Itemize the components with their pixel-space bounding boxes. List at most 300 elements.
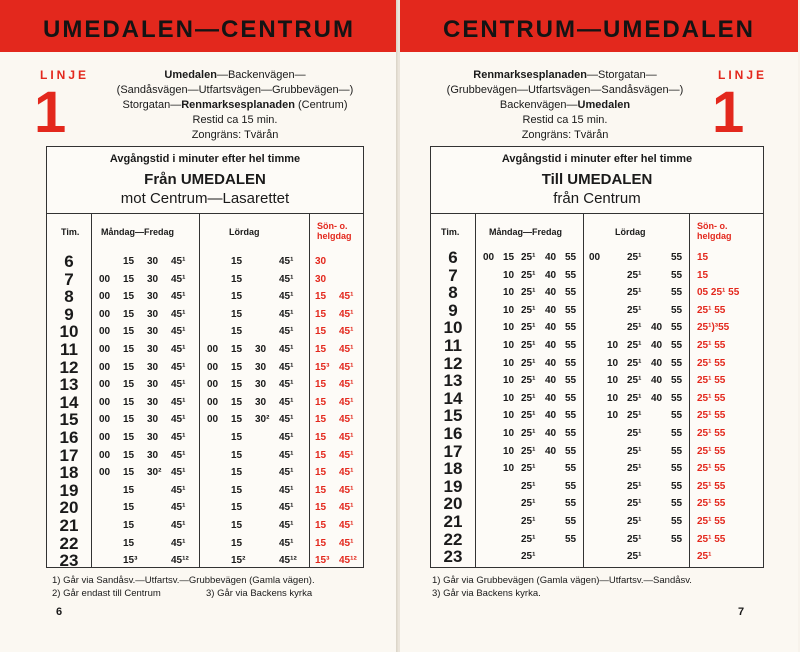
- left-minute-cell: 45¹: [279, 520, 294, 531]
- right-minute-cell: 25¹: [521, 375, 536, 387]
- right-minute-cell: 55: [565, 480, 577, 492]
- right-minute-cell: 25¹: [521, 269, 536, 281]
- left-minute-cell: 15: [231, 379, 243, 391]
- right-minute-cell: 55: [671, 533, 683, 545]
- right-minute-cell: 25¹: [627, 516, 642, 527]
- left-minute-cell: 15: [231, 291, 243, 303]
- left-minute-cell: 00: [99, 379, 111, 391]
- left-route-segment: Renmarksesplanaden: [181, 99, 295, 111]
- right-minute-cell: 55: [565, 375, 577, 387]
- right-minute-cell: 40: [545, 322, 557, 334]
- right-hour-cell: 13: [443, 371, 463, 391]
- left-minute-cell: 45¹: [171, 379, 186, 391]
- right-minute-cell: 10: [503, 269, 515, 281]
- left-header-title: Från UMEDALEN: [144, 171, 266, 188]
- right-minute-cell: 55: [671, 252, 683, 263]
- right-minute-cell: 25¹: [521, 498, 536, 510]
- left-minute-cell: 15: [231, 326, 243, 338]
- right-minute-cell: 25¹ 55: [697, 428, 726, 439]
- left-minute-cell: 45¹: [339, 379, 354, 391]
- right-table-row: [431, 319, 763, 337]
- left-minute-cell: 45¹: [171, 432, 186, 443]
- right-linje-label: LINJE: [718, 68, 768, 82]
- right-minute-cell: 55: [565, 269, 577, 281]
- left-minute-cell: 15: [123, 308, 135, 320]
- left-table-row: [47, 359, 363, 377]
- left-minute-cell: 45¹: [339, 308, 354, 320]
- left-minute-cell: 15: [315, 396, 327, 408]
- left-minute-cell: 00: [207, 414, 219, 426]
- left-timetable: [46, 146, 364, 571]
- right-route-segment: Umedalen: [577, 99, 631, 111]
- left-hour-cell: 21: [59, 516, 79, 535]
- left-minute-cell: 15: [123, 396, 135, 408]
- left-footnote-1: 1) Går via Sandåsv.—Utfartsv.—Grubbevägen (Gamla vägen).: [52, 575, 315, 586]
- left-table-row: [47, 535, 363, 553]
- left-route-segment: (Centrum): [294, 99, 348, 111]
- left-minute-cell: 15: [231, 432, 243, 443]
- right-minute-cell: 40: [545, 428, 557, 439]
- right-col-weekday: Måndag—Fredag: [489, 227, 563, 237]
- left-route-description: [90, 68, 380, 143]
- right-route-segment: (Grubbevägen—Utfartsvägen—Sandåsvägen—): [446, 84, 684, 96]
- right-route-segment: Zongräns: Tvärån: [521, 129, 609, 141]
- right-minute-cell: 10: [503, 392, 515, 404]
- right-minute-cell: 40: [651, 375, 663, 387]
- right-header-subtitle: från Centrum: [553, 190, 641, 207]
- right-minute-cell: 10: [503, 304, 515, 316]
- right-table-row: [431, 460, 763, 478]
- right-minute-cell: 25¹ 55: [697, 498, 726, 510]
- left-minute-cell: 45¹: [339, 291, 354, 303]
- left-hour-cell: 17: [59, 445, 79, 465]
- left-minute-cell: 45¹: [279, 484, 294, 496]
- left-minute-cell: 45¹: [279, 467, 294, 479]
- right-minute-cell: 40: [651, 340, 663, 351]
- left-table-row: [47, 394, 363, 412]
- left-minute-cell: 30²: [255, 414, 270, 426]
- right-hour-cell: 20: [443, 494, 463, 514]
- left-table-row: [47, 447, 363, 465]
- left-minute-cell: 15: [315, 537, 327, 549]
- right-route-line: [420, 98, 710, 113]
- left-hour-cell: 8: [64, 287, 74, 307]
- right-minute-cell: 40: [545, 252, 557, 263]
- right-minute-cell: 25¹ 55: [697, 533, 726, 545]
- left-footnote-2: 2) Går endast till Centrum: [52, 588, 161, 599]
- left-minute-cell: 30: [255, 396, 267, 408]
- left-minute-cell: 15: [231, 273, 243, 285]
- left-route-line: [90, 68, 380, 83]
- left-col-weekday: Måndag—Fredag: [101, 227, 175, 237]
- left-minute-cell: 30: [255, 344, 267, 355]
- right-col-sunday: [697, 221, 732, 241]
- right-page-number: 7: [738, 606, 745, 618]
- right-minute-cell: 55: [565, 304, 577, 316]
- right-minute-cell: 25¹)³55: [697, 322, 730, 334]
- right-minute-cell: 55: [671, 322, 683, 334]
- right-minute-cell: 25¹: [627, 410, 642, 422]
- left-minute-cell: 45¹: [171, 484, 186, 496]
- right-minute-cell: 55: [565, 252, 577, 263]
- right-banner-title: CENTRUM—UMEDALEN: [443, 16, 755, 43]
- left-minute-cell: 45¹: [279, 308, 294, 320]
- left-minute-cell: 45¹²: [279, 555, 297, 567]
- left-minute-cell: 15: [231, 484, 243, 496]
- left-table-row: [47, 552, 363, 570]
- right-minute-cell: 25¹: [521, 357, 536, 369]
- right-minute-cell: 25¹: [627, 428, 642, 439]
- right-minute-cell: 25¹ 55: [697, 340, 726, 351]
- right-minute-cell: 25¹: [627, 463, 642, 475]
- left-minute-cell: 15: [231, 537, 243, 549]
- right-table-row: [431, 284, 763, 302]
- left-table-row: [47, 306, 363, 324]
- left-minute-cell: 15: [231, 467, 243, 479]
- left-minute-cell: 45¹: [339, 537, 354, 549]
- right-minute-cell: 25¹: [521, 480, 536, 492]
- right-minute-cell: 10: [607, 340, 619, 351]
- right-minute-cell: 25¹ 55: [697, 375, 726, 387]
- right-linje-number: 1: [712, 80, 745, 145]
- right-minute-cell: 55: [565, 287, 577, 299]
- right-minute-cell: 25¹: [521, 322, 536, 334]
- left-minute-cell: 15: [315, 484, 327, 496]
- left-minute-cell: 15: [123, 273, 135, 285]
- left-table-row: [47, 464, 363, 482]
- right-minute-cell: 10: [607, 392, 619, 404]
- left-minute-cell: 15: [123, 467, 135, 479]
- right-minute-cell: 55: [671, 480, 683, 492]
- right-table-row: [431, 513, 763, 531]
- left-minute-cell: 45¹: [339, 432, 354, 443]
- right-table-row: [431, 337, 763, 355]
- right-route-line: [420, 113, 710, 128]
- right-minute-cell: 25¹: [521, 551, 536, 563]
- right-minute-cell: 25¹: [627, 304, 642, 316]
- left-minute-cell: 45¹: [279, 326, 294, 338]
- left-minute-cell: 15: [123, 520, 135, 531]
- right-hour-cell: 17: [443, 441, 463, 461]
- left-hour-cell: 15: [59, 410, 79, 430]
- right-minute-cell: 00: [589, 252, 601, 263]
- left-minute-cell: 15: [315, 520, 327, 531]
- right-minute-cell: 25¹ 55: [697, 516, 726, 527]
- left-route-segment: Storgatan—: [122, 99, 182, 111]
- left-minute-cell: 45¹: [279, 273, 294, 285]
- left-minute-cell: 00: [207, 379, 219, 391]
- left-minute-cell: 15: [315, 467, 327, 479]
- left-minute-cell: 15: [123, 484, 135, 496]
- right-minute-cell: 55: [565, 428, 577, 439]
- left-minute-cell: 15: [315, 502, 327, 514]
- right-minute-cell: 25¹: [627, 340, 642, 351]
- left-minute-cell: 45¹: [171, 502, 186, 514]
- left-minute-cell: 45¹²: [171, 555, 189, 567]
- left-footnote-3: 3) Går via Backens kyrka: [206, 588, 313, 599]
- right-table-row: [431, 548, 763, 566]
- left-table-row: [47, 517, 363, 535]
- right-minute-cell: 25¹ 55: [697, 304, 726, 316]
- right-minute-cell: 10: [607, 410, 619, 422]
- left-col-sunday-line1: Sön- o.: [317, 221, 348, 231]
- left-table-row: [47, 482, 363, 500]
- left-minute-cell: 30: [147, 361, 159, 373]
- left-minute-cell: 45¹: [339, 414, 354, 426]
- right-minute-cell: 10: [503, 445, 515, 457]
- left-table-row: [47, 429, 363, 447]
- left-table-header: [47, 147, 363, 214]
- right-minute-cell: 25¹: [627, 551, 642, 563]
- right-minute-cell: 25¹: [627, 533, 642, 545]
- right-minute-cell: 55: [671, 375, 683, 387]
- left-col-saturday: Lördag: [229, 227, 260, 237]
- right-minute-cell: 10: [503, 322, 515, 334]
- left-hour-cell: 6: [64, 252, 74, 271]
- left-minute-cell: 15: [231, 414, 243, 426]
- right-table-row: [431, 531, 763, 549]
- right-hour-cell: 6: [448, 248, 458, 267]
- right-minute-cell: 55: [671, 498, 683, 510]
- right-route-line: [420, 83, 710, 98]
- right-minute-cell: 25¹: [521, 392, 536, 404]
- right-footnote-1: 1) Går via Grubbevägen (Gamla vägen)—Utfartsv.—Sandåsv.: [432, 575, 692, 586]
- right-minute-cell: 40: [545, 304, 557, 316]
- left-minute-cell: 00: [99, 361, 111, 373]
- left-route-line: [90, 98, 380, 113]
- left-minute-cell: 30: [147, 291, 159, 303]
- right-minute-cell: 25¹: [627, 269, 642, 281]
- right-col-sunday-line2: helgdag: [697, 231, 732, 241]
- right-minute-cell: 55: [671, 357, 683, 369]
- right-table-row: [431, 390, 763, 408]
- left-minute-cell: 00: [99, 449, 111, 461]
- right-minute-cell: 25¹: [627, 252, 642, 263]
- right-route-line: [420, 128, 710, 143]
- right-table-row: [431, 267, 763, 285]
- left-minute-cell: 45¹: [279, 396, 294, 408]
- right-minute-cell: 40: [545, 287, 557, 299]
- right-minute-cell: 40: [545, 357, 557, 369]
- left-minute-cell: 45¹: [171, 414, 186, 426]
- right-minute-cell: 10: [503, 340, 515, 351]
- right-minute-cell: 15: [503, 252, 515, 263]
- left-minute-cell: 15³: [315, 555, 330, 567]
- left-minute-cell: 00: [207, 396, 219, 408]
- left-linje-number: 1: [34, 80, 67, 145]
- right-minute-cell: 10: [503, 375, 515, 387]
- left-minute-cell: 00: [207, 344, 219, 355]
- left-page-number: 6: [56, 606, 63, 618]
- left-minute-cell: 15: [123, 432, 135, 443]
- right-minute-cell: 25¹ 55: [697, 480, 726, 492]
- right-minute-cell: 55: [671, 269, 683, 281]
- left-minute-cell: 15: [123, 414, 135, 426]
- left-minute-cell: 00: [99, 414, 111, 426]
- left-minute-cell: 15: [231, 502, 243, 514]
- right-minute-cell: 25¹ 55: [697, 463, 726, 475]
- left-minute-cell: 45¹: [339, 361, 354, 373]
- right-minute-cell: 40: [545, 445, 557, 457]
- right-page: [400, 0, 798, 652]
- right-minute-cell: 55: [565, 322, 577, 334]
- left-minute-cell: 30: [147, 449, 159, 461]
- right-table-row: [431, 478, 763, 496]
- left-page: [0, 0, 398, 652]
- right-col-hour: Tim.: [441, 227, 460, 237]
- right-minute-cell: 40: [545, 392, 557, 404]
- left-minute-cell: 00: [99, 344, 111, 355]
- right-minute-cell: 55: [671, 463, 683, 475]
- left-minute-cell: 30: [147, 396, 159, 408]
- left-route-segment: Restid ca 15 min.: [192, 114, 278, 126]
- left-minute-cell: 15: [123, 326, 135, 338]
- right-table-row: [431, 407, 763, 425]
- left-minute-cell: 45¹: [339, 484, 354, 496]
- right-minute-cell: 25¹: [627, 322, 642, 334]
- right-route-line: [420, 68, 710, 83]
- right-minute-cell: 10: [607, 375, 619, 387]
- left-minute-cell: 30: [147, 432, 159, 443]
- left-route-segment: (Sandåsvägen—Utfartsvägen—Grubbevägen—): [116, 84, 354, 96]
- left-minute-cell: 45¹: [279, 256, 294, 267]
- right-minute-cell: 55: [565, 357, 577, 369]
- right-hour-cell: 9: [448, 300, 458, 320]
- right-minute-cell: 25¹: [521, 428, 536, 439]
- left-minute-cell: 45¹: [279, 414, 294, 426]
- right-minute-cell: 55: [671, 340, 683, 351]
- right-minute-cell: 10: [503, 357, 515, 369]
- left-banner-title: UMEDALEN—CENTRUM: [43, 16, 355, 43]
- right-hour-cell: 22: [443, 529, 463, 549]
- left-minute-cell: 45¹: [279, 432, 294, 443]
- left-col-sunday: [317, 221, 352, 241]
- left-minute-cell: 30: [147, 326, 159, 338]
- left-minute-cell: 15: [315, 432, 327, 443]
- right-minute-cell: 55: [671, 516, 683, 527]
- right-minute-cell: 15: [697, 269, 709, 281]
- left-minute-cell: 45¹: [171, 344, 186, 355]
- left-minute-cell: 45¹: [171, 326, 186, 338]
- left-minute-cell: 00: [99, 273, 111, 285]
- left-hour-cell: 18: [59, 463, 79, 483]
- left-col-hour: Tim.: [61, 227, 80, 237]
- left-minute-cell: 45¹: [279, 361, 294, 373]
- right-minute-cell: 40: [545, 269, 557, 281]
- left-minute-cell: 15: [231, 308, 243, 320]
- left-route-segment: —Backenvägen—: [216, 69, 306, 81]
- left-header-caption: Avgångstid i minuter efter hel timme: [109, 153, 301, 165]
- left-hour-cell: 22: [59, 533, 79, 553]
- right-table-header: [431, 147, 763, 214]
- right-route-description: [420, 68, 710, 143]
- left-minute-cell: 30: [147, 344, 159, 355]
- right-table-row: [431, 302, 763, 320]
- left-minute-cell: 00: [99, 326, 111, 338]
- left-minute-cell: 45¹: [171, 256, 186, 267]
- right-minute-cell: 55: [565, 392, 577, 404]
- right-minute-cell: 55: [565, 410, 577, 422]
- right-minute-cell: 25¹: [627, 392, 642, 404]
- left-minute-cell: 45¹: [279, 344, 294, 355]
- left-minute-cell: 45¹: [171, 449, 186, 461]
- left-minute-cell: 45¹: [279, 537, 294, 549]
- right-minute-cell: 10: [607, 357, 619, 369]
- left-table-row: [47, 253, 363, 271]
- right-minute-cell: 40: [545, 375, 557, 387]
- right-hour-cell: 7: [448, 265, 458, 285]
- right-minute-cell: 25¹: [521, 516, 536, 527]
- left-table-row: [47, 341, 363, 359]
- right-minute-cell: 05 25¹ 55: [697, 287, 740, 299]
- left-minute-cell: 15³: [315, 361, 330, 373]
- left-hour-cell: 9: [64, 304, 74, 324]
- right-minute-cell: 55: [565, 516, 577, 527]
- right-minute-cell: 10: [503, 463, 515, 475]
- right-table-row: [431, 355, 763, 373]
- right-minute-cell: 25¹ 55: [697, 392, 726, 404]
- right-minute-cell: 25¹: [521, 445, 536, 457]
- left-minute-cell: 15: [123, 379, 135, 391]
- left-table-row: [47, 288, 363, 306]
- right-minute-cell: 55: [565, 498, 577, 510]
- right-hour-cell: 16: [443, 424, 463, 443]
- left-hour-cell: 23: [59, 551, 79, 571]
- left-minute-cell: 15: [315, 344, 327, 355]
- right-minute-cell: 25¹: [521, 304, 536, 316]
- left-minute-cell: 15: [231, 396, 243, 408]
- right-hour-cell: 8: [448, 283, 458, 303]
- left-minute-cell: 15: [123, 449, 135, 461]
- left-minute-cell: 15: [315, 414, 327, 426]
- right-hour-cell: 18: [443, 459, 463, 479]
- right-minute-cell: 40: [651, 357, 663, 369]
- right-table-row: [431, 495, 763, 513]
- left-minute-cell: 15: [123, 537, 135, 549]
- right-minute-cell: 25¹: [521, 533, 536, 545]
- left-minute-cell: 15: [123, 361, 135, 373]
- left-minute-cell: 45¹: [171, 291, 186, 303]
- right-timetable: [430, 146, 764, 568]
- right-col-saturday: Lördag: [615, 227, 646, 237]
- right-hour-cell: 14: [443, 388, 463, 408]
- left-minute-cell: 15: [315, 449, 327, 461]
- left-route-segment: Umedalen: [164, 69, 217, 81]
- right-minute-cell: 55: [671, 304, 683, 316]
- left-hour-cell: 10: [59, 322, 79, 342]
- left-minute-cell: 45¹: [279, 502, 294, 514]
- left-minute-cell: 45¹: [279, 291, 294, 303]
- right-minute-cell: 25¹: [627, 445, 642, 457]
- left-minute-cell: 15²: [231, 555, 246, 567]
- left-minute-cell: 45¹: [339, 520, 354, 531]
- left-minute-cell: 45¹: [171, 361, 186, 373]
- left-table-row: [47, 376, 363, 394]
- right-minute-cell: 40: [651, 392, 663, 404]
- left-minute-cell: 45¹: [171, 520, 186, 531]
- right-minute-cell: 15: [697, 252, 709, 263]
- left-minute-cell: 00: [207, 361, 219, 373]
- left-minute-cell: 30: [315, 256, 327, 267]
- left-route-line: [90, 83, 380, 98]
- left-minute-cell: 00: [99, 308, 111, 320]
- right-minute-cell: 25¹: [627, 357, 642, 369]
- left-minute-cell: 45¹²: [339, 555, 357, 567]
- left-minute-cell: 15: [123, 344, 135, 355]
- left-minute-cell: 45¹: [279, 449, 294, 461]
- right-header-caption: Avgångstid i minuter efter hel timme: [501, 153, 693, 165]
- left-minute-cell: 45¹: [339, 326, 354, 338]
